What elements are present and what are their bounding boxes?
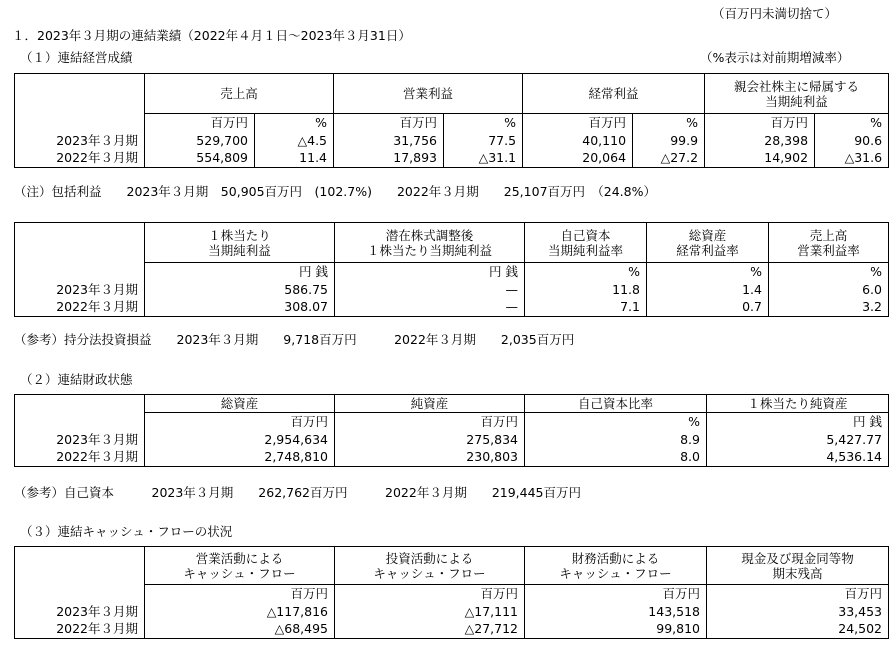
unit-cell: %: [647, 263, 769, 281]
value-cell: 77.5: [444, 132, 523, 150]
value-cell: 3.2: [769, 299, 889, 317]
row-label: 2023年３月期: [15, 603, 145, 621]
col-header: 純資産: [335, 395, 525, 413]
table-row: [15, 621, 889, 639]
col-header: １株当たり純資産: [707, 395, 889, 413]
table-row: [15, 281, 889, 299]
label-cell: [15, 585, 145, 603]
col-header: 経常利益: [523, 74, 705, 114]
value-cell: 90.6: [815, 132, 889, 150]
col-header: 売上高: [145, 74, 334, 114]
col-header: 潜在株式調整後 １株当たり当期純利益: [335, 223, 525, 263]
unit-cell: 百万円: [145, 114, 255, 132]
value-cell: —: [335, 281, 525, 299]
value-cell: △27,712: [335, 621, 525, 639]
value-cell: △4.5: [255, 132, 334, 150]
value-cell: 24,502: [707, 621, 889, 639]
header-blank: [15, 223, 145, 263]
row-label: 2023年３月期: [15, 281, 145, 299]
col-header: 投資活動による キャッシュ・フロー: [335, 547, 525, 585]
financial-position-table: [14, 394, 889, 467]
section-1-heading: （１）連結経営成績: [20, 50, 133, 65]
col-header: 自己資本比率: [525, 395, 707, 413]
col-header: 売上高 営業利益率: [769, 223, 889, 263]
value-cell: 143,518: [525, 603, 707, 621]
table-row: [15, 431, 889, 449]
value-cell: △117,816: [145, 603, 335, 621]
value-cell: 586.75: [145, 281, 335, 299]
unit-cell: 百万円: [335, 413, 525, 431]
unit-cell: %: [525, 413, 707, 431]
value-cell: △17,111: [335, 603, 525, 621]
col-header: 営業活動による キャッシュ・フロー: [145, 547, 335, 585]
per-share-table: [14, 222, 889, 317]
value-cell: 5,427.77: [707, 431, 889, 449]
row-label: 2022年３月期: [15, 150, 145, 168]
unit-cell: %: [525, 263, 647, 281]
value-cell: 1.4: [647, 281, 769, 299]
table-row: [15, 299, 889, 317]
value-cell: 7.1: [525, 299, 647, 317]
unit-cell: 百万円: [335, 585, 525, 603]
value-cell: 99.9: [633, 132, 705, 150]
unit-cell: 円 銭: [707, 413, 889, 431]
col-header: 営業利益: [334, 74, 523, 114]
col-header: 財務活動による キャッシュ・フロー: [525, 547, 707, 585]
row-label: 2023年３月期: [15, 431, 145, 449]
label-cell: [15, 413, 145, 431]
value-cell: 2,954,634: [145, 431, 335, 449]
label-cell: [15, 263, 145, 281]
col-header: 総資産 経常利益率: [647, 223, 769, 263]
value-cell: 308.07: [145, 299, 335, 317]
value-cell: 230,803: [335, 449, 525, 467]
value-cell: 8.9: [525, 431, 707, 449]
unit-cell: %: [769, 263, 889, 281]
unit-cell: 円 銭: [335, 263, 525, 281]
value-cell: 8.0: [525, 449, 707, 467]
unit-cell: %: [815, 114, 889, 132]
shareholders-equity-note: （参考）自己資本 2023年３月期 262,762百万円 2022年３月期 219,445百万円: [14, 485, 582, 500]
value-cell: 275,834: [335, 431, 525, 449]
table-row: [15, 603, 889, 621]
value-cell: 2,748,810: [145, 449, 335, 467]
unit-cell: 百万円: [525, 585, 707, 603]
section-2-heading: （２）連結財政状態: [20, 372, 133, 387]
value-cell: 99,810: [525, 621, 707, 639]
unit-cell: 百万円: [334, 114, 444, 132]
row-label: 2023年３月期: [15, 132, 145, 150]
unit-cell: %: [633, 114, 705, 132]
table-row: [15, 449, 889, 467]
value-cell: 20,064: [523, 150, 633, 168]
value-cell: 31,756: [334, 132, 444, 150]
table-row: [15, 132, 889, 150]
label-cell: [15, 114, 145, 132]
unit-cell: 百万円: [145, 413, 335, 431]
value-cell: △31.1: [444, 150, 523, 168]
header-blank: [15, 74, 145, 114]
unit-cell: %: [444, 114, 523, 132]
unit-cell: 百万円: [705, 114, 815, 132]
unit-cell: 百万円: [145, 585, 335, 603]
operating-results-table: [14, 73, 889, 168]
header-blank: [15, 547, 145, 585]
unit-note: （百万円未満切捨て）: [712, 6, 838, 21]
value-cell: 554,809: [145, 150, 255, 168]
value-cell: 6.0: [769, 281, 889, 299]
value-cell: 11.8: [525, 281, 647, 299]
row-label: 2022年３月期: [15, 449, 145, 467]
row-label: 2022年３月期: [15, 299, 145, 317]
value-cell: 14,902: [705, 150, 815, 168]
value-cell: 529,700: [145, 132, 255, 150]
value-cell: —: [335, 299, 525, 317]
row-label: 2022年３月期: [15, 621, 145, 639]
value-cell: △68,495: [145, 621, 335, 639]
table-row: [15, 150, 889, 168]
col-header: 親会社株主に帰属する 当期純利益: [705, 74, 889, 114]
value-cell: 28,398: [705, 132, 815, 150]
comprehensive-income-note: （注）包括利益 2023年３月期 50,905百万円 (102.7%) 2022年３月期 25,107百万円 （24.8%）: [14, 184, 656, 199]
value-cell: △27.2: [633, 150, 705, 168]
col-header: 総資産: [145, 395, 335, 413]
value-cell: 4,536.14: [707, 449, 889, 467]
col-header: 自己資本 当期純利益率: [525, 223, 647, 263]
unit-cell: %: [255, 114, 334, 132]
page-title: １．2023年３月期の連結業績（2022年４月１日～2023年３月31日）: [12, 28, 411, 43]
value-cell: △31.6: [815, 150, 889, 168]
unit-cell: 円 銭: [145, 263, 335, 281]
col-header: 現金及び現金同等物 期末残高: [707, 547, 889, 585]
unit-cell: 百万円: [523, 114, 633, 132]
header-blank: [15, 395, 145, 413]
value-cell: 0.7: [647, 299, 769, 317]
section-1-note: （%表示は対前期増減率）: [700, 50, 850, 65]
unit-cell: 百万円: [707, 585, 889, 603]
value-cell: 11.4: [255, 150, 334, 168]
section-3-heading: （３）連結キャッシュ・フローの状況: [20, 524, 233, 539]
cash-flow-table: [14, 546, 889, 639]
equity-method-note: （参考）持分法投資損益 2023年３月期 9,718百万円 2022年３月期 2,035百万円: [14, 332, 575, 347]
value-cell: 33,453: [707, 603, 889, 621]
value-cell: 17,893: [334, 150, 444, 168]
value-cell: 40,110: [523, 132, 633, 150]
col-header: １株当たり 当期純利益: [145, 223, 335, 263]
